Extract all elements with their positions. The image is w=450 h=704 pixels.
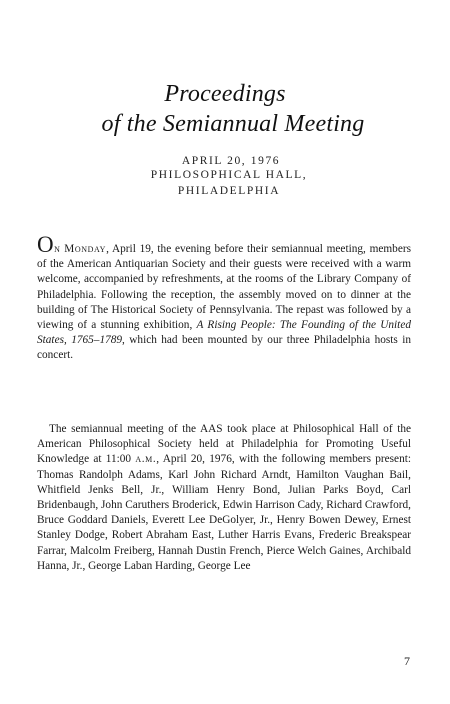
paragraph-2	[37, 422, 411, 574]
meeting-location-line-1: PHILOSOPHICAL HALL,	[150, 169, 308, 181]
paragraph-1-text: , April 19, the evening before their semiannual meeting, members of the American Antiquarian Society and their guests were received with a warm welcome, accompanied by refreshments, at the rooms of the Library Company of Philadelphia. Following the reception, the assembly moved on to dinner at the building of The Historical Society of Pennsylvania. The repast was followed by a viewing of a stunning exhibition,	[37, 243, 411, 332]
page-number: 7	[404, 654, 410, 668]
meeting-date: APRIL 20, 1976	[181, 155, 281, 167]
paragraph-1-end: , which had been mounted by our three Philadelphia hosts in concert.	[37, 334, 411, 362]
drop-cap: O	[37, 232, 55, 257]
paragraph-2-text: The semiannual meeting of the AAS took place at Philosophical Hall of the American Philosophical Society held at Philadelphia for Promoting Useful Knowledge at 11:00	[37, 423, 411, 466]
meeting-location-line-2: PHILADELPHIA	[177, 185, 281, 197]
time-suffix: a.m.	[135, 453, 157, 466]
title-line-2: of the Semiannual Meeting	[101, 111, 365, 137]
exhibition-title: A Rising People: The Founding of the United States, 1765–1789	[37, 319, 411, 347]
paragraph-2-end: , April 20, 1976, with the following members present: Thomas Randolph Adams, Karl John Richard Arndt, Hamilton Vaughan Bail, Whitfield Jenks Bell, Jr., William Henry Bond, Julian Parks Boyd, Carl Bridenbaugh, John Caruthers Broderick, Edwin Harrison Cady, Richard Crawford, Bruce Goddard Daniels, Everett Lee DeGolyer, Jr., Henry Bowen Dewey, Ernest Stanley Dodge, Robert Abraham East, Luther Harris Evans, Frederic Breakspear Farrar, Malcolm Freiberg, Hannah Dustin French, Pierce Welch Gaines, Archibald Hanna, Jr., George Laban Harding, George Lee	[37, 453, 411, 572]
paragraph-1	[37, 232, 411, 364]
drop-cap-rest: n	[54, 243, 61, 255]
smallcaps-day: Monday	[64, 243, 107, 255]
title-line-1: Proceedings	[164, 81, 286, 107]
